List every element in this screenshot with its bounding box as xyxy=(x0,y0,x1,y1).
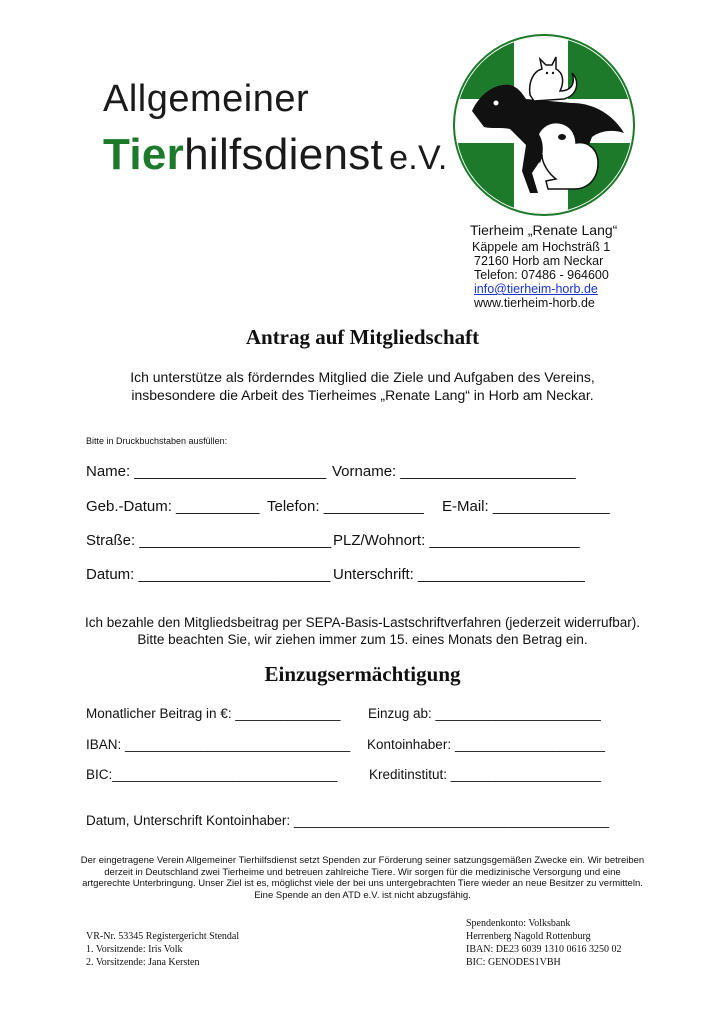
address-city: 72160 Horb am Neckar xyxy=(474,254,604,268)
plz-field: PLZ/Wohnort: __________________ xyxy=(333,532,580,549)
signature-field: Unterschrift: ____________________ xyxy=(333,566,585,583)
holder-signature-field: Datum, Unterschrift Kontoinhaber: __________________________________________ xyxy=(86,813,610,828)
mandate-title: Einzugsermächtigung xyxy=(264,662,461,686)
form-title: Antrag auf Mitgliedschaft xyxy=(245,325,480,349)
address-phone: Telefon: 07486 - 964600 xyxy=(474,268,609,282)
email-field: E-Mail: ______________ xyxy=(442,498,610,515)
account-holder-field: Kontoinhaber: ____________________ xyxy=(367,737,605,752)
date-field: Datum: _______________________ xyxy=(86,566,331,583)
animal-rescue-cross-logo-icon xyxy=(452,33,636,217)
bank-line-2: Herrenberg Nagold Rottenburg xyxy=(466,931,591,942)
address-street: Käppele am Hochsträß 1 xyxy=(472,240,611,254)
street-field: Straße: _______________________ xyxy=(86,532,332,549)
legal-notice: Der eingetragene Verein Allgemeiner Tierhilfsdienst setzt Spenden zur Förderung seiner satzungsgemäßen Zwecke ein. Wir betreiben derzeit in Deutschland zwei Tierheime und betreuen zahlreiche Tiere. Wir sorgen für die medizinische Versorgung und eine artgerechte Unterbringung. Unser Ziel ist es, möglichst viele der bei uns untergebrachten Tiere wieder an neue Besitzer zu vermitteln. Eine Spende an den ATD e.V. ist nicht abzugsfähig. xyxy=(80,855,645,901)
iban-field: IBAN: ______________________________ xyxy=(86,737,351,752)
bank-line-1: Spendenkonto: Volksbank xyxy=(466,918,571,929)
chair-1: 1. Vorsitzende: Iris Volk xyxy=(86,944,183,955)
birthdate-field: Geb.-Datum: __________ xyxy=(86,498,260,515)
vorname-field: Vorname: _____________________ xyxy=(332,463,576,480)
sepa-line-1: Ich bezahle den Mitgliedsbeitrag per SEPA-Basis-Lastschriftverfahren (jederzeit widerrufbar). xyxy=(84,615,640,630)
org-name-tier: Tier xyxy=(103,130,185,179)
register-number: VR-Nr. 53345 Registergericht Stendal xyxy=(86,931,240,942)
org-name-line1: Allgemeiner xyxy=(103,78,310,120)
email-link[interactable]: info@tierheim-horb.de xyxy=(474,282,598,296)
address-name: Tierheim „Renate Lang“ xyxy=(470,222,618,238)
intro-line-1: Ich unterstütze als förderndes Mitglied die Ziele und Aufgaben des Vereins, xyxy=(130,369,595,385)
address-website: www.tierheim-horb.de xyxy=(474,296,595,310)
bank-bic: BIC: GENODES1VBH xyxy=(466,957,561,968)
intro-line-2: insbesondere die Arbeit des Tierheimes „Renate Lang“ in Horb am Neckar. xyxy=(131,387,594,403)
start-field: Einzug ab: ______________________ xyxy=(368,706,601,721)
org-name-hilfsdienst: hilfsdienst xyxy=(184,130,384,179)
print-note: Bitte in Druckbuchstaben ausfüllen: xyxy=(86,436,228,446)
bank-field: Kreditinstitut: ____________________ xyxy=(369,767,601,782)
org-name-line2 xyxy=(103,130,448,180)
bank-iban: IBAN: DE23 6039 1310 0616 3250 02 xyxy=(466,944,622,955)
phone-field: Telefon: ____________ xyxy=(267,498,424,515)
bic-field: BIC:______________________________ xyxy=(86,767,338,782)
contribution-field: Monatlicher Beitrag in €: ______________ xyxy=(86,706,341,721)
sepa-line-2: Bitte beachten Sie, wir ziehen immer zum 15. eines Monats den Betrag ein. xyxy=(137,632,588,647)
name-field: Name: _______________________ xyxy=(86,463,327,480)
chair-2: 2. Vorsitzende: Jana Kersten xyxy=(86,957,200,968)
address-email[interactable] xyxy=(474,282,598,296)
org-name-suffix: e.V. xyxy=(389,139,448,177)
